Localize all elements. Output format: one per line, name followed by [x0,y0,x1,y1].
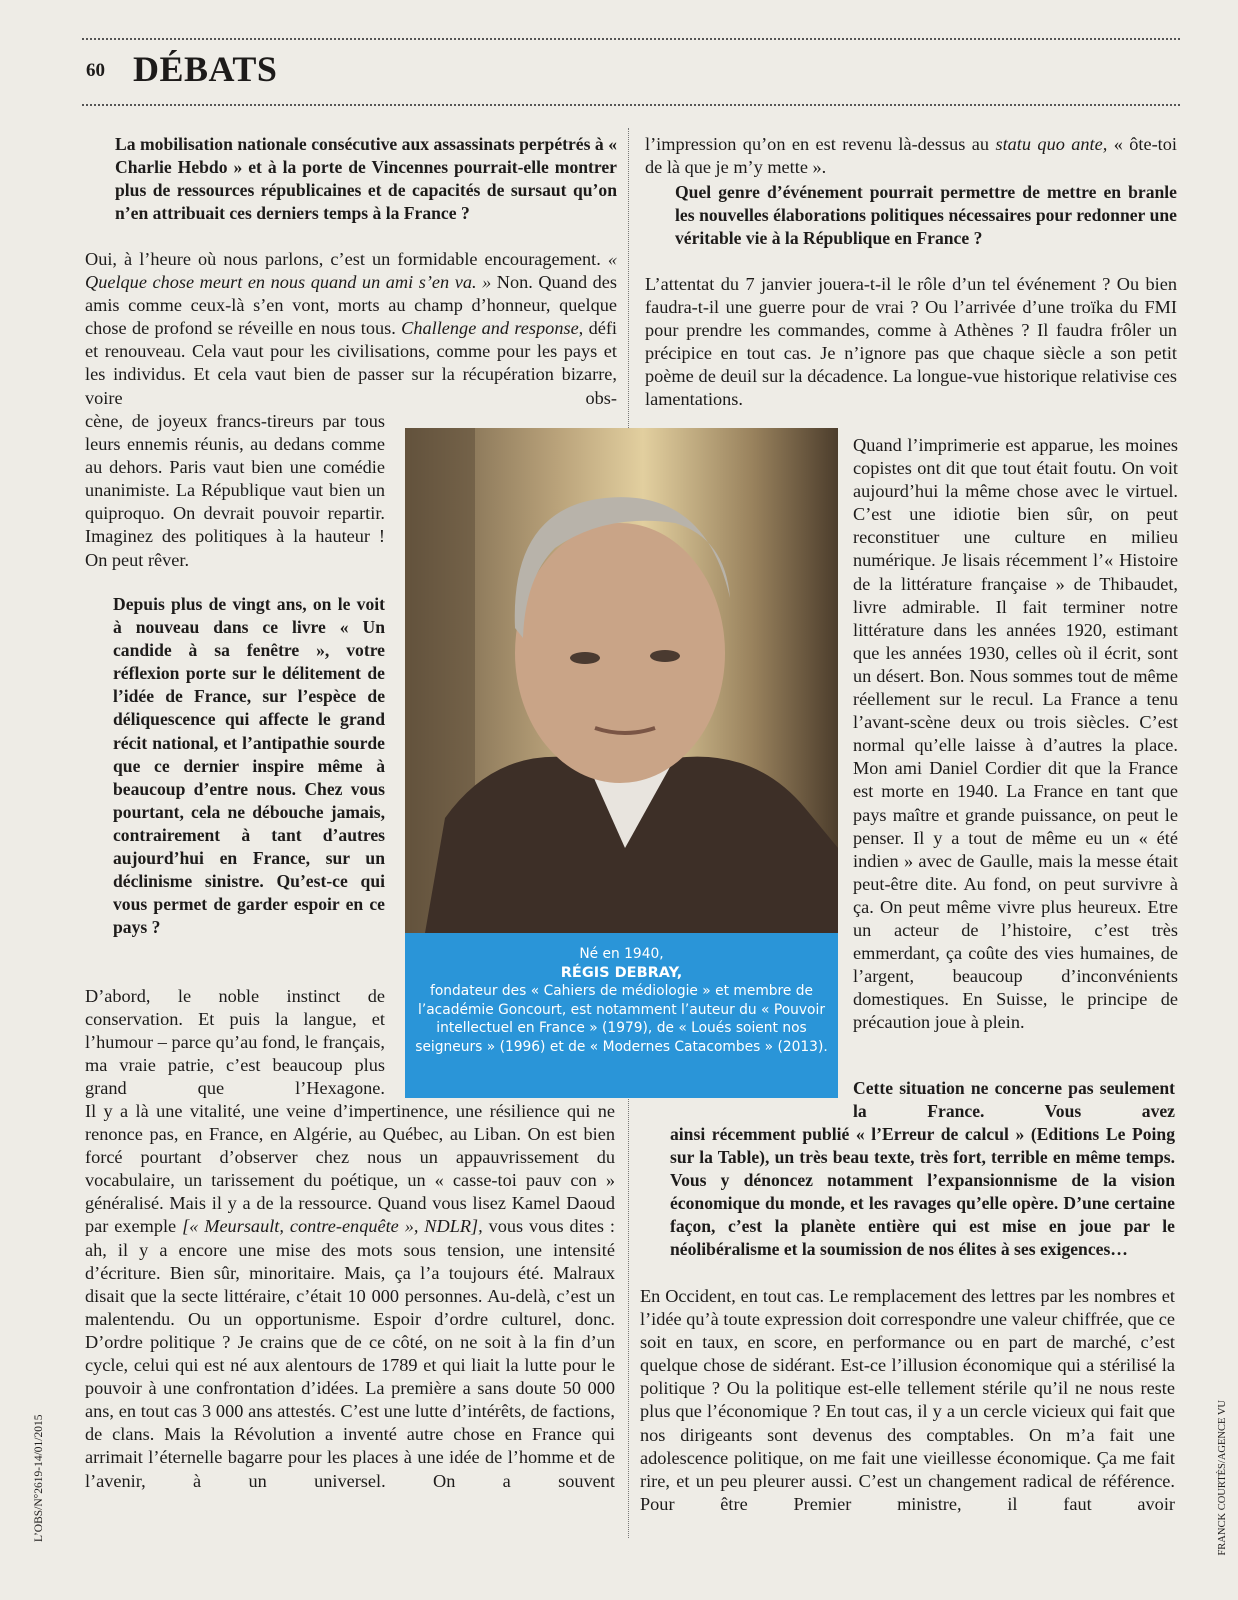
answer-2-part-3 [645,133,1177,179]
photo-caption [405,933,838,1098]
answer-3-part-1: L’attentat du 7 janvier jouera-t-il le rôle d’un tel événement ? Ou bien faudra-t-il une guerre pour de vrai ? Ou l’arrivée d’une troïka du FMI pour prendre les commandes, comme à Athènes ? Il faudra frôler un précipice en tout cas. Je n’ignore pas que chaque siècle a son petit poème de deuil sur la décadence. La longue-vue historique relativise ces lamentations. [645,274,1177,410]
answer-2-part-2 [85,1100,615,1493]
caption-birth: Né en 1940, [579,946,664,962]
latin-phrase: statu quo ante, [995,134,1108,154]
question-3: Quel genre d’événement pourrait permettre de mettre en branle les nouvelles élaborations politiques nécessaires pour redonner une véritable vie à la République en France ? [675,182,1177,249]
caption-name: RÉGIS DEBRAY, [560,964,683,981]
section-title: DÉBATS [133,49,278,89]
header-dotted-rule [82,104,1180,106]
photo-credit: FRANCK COURTÈS/AGENCE VU [1217,1400,1228,1556]
top-dotted-rule [82,38,1180,40]
question-4-part-1: Cette situation ne concerne pas seulement la France. Vous avez [853,1078,1175,1122]
quote: Challenge and response, [401,318,584,339]
page-number: 60 [86,60,105,81]
text: vous vous dites : ah, il y a encore une mise des mots sous tension, une intensité d’écriture. Bien sûr, minoritaire. Mais, ça l’a toujours été. Malraux disait que la secte littéraire, c’était 10 000 personnes. Au-delà, c’est un malentendu. Ou un opportunisme. Espoir d’ordre culturel, donc. D’ordre politique ? Je crains que de ce côté, on ne soit à la fin d’un cycle, celui qui est né aux alentours de 1789 et qui liait la lutte pour le pouvoir à une confrontation d’idées. La première a sans doute 50 000 ans, en tout cas 3 000 ans attestés. C’est une lutte d’intérêts, de factions, de clans. Mais la Révolution a inventé autre chose en France qui arrimait l’éternelle bagarre pour les places à une idée de l’homme et de l’avenir, à un universel. On a souvent [85,1216,615,1491]
question-2: Depuis plus de vingt ans, on le voit à nouveau dans ce livre « Un candide à sa fenêtre », votre réflexion porte sur le délitement de l’idée de France, sur l’espèce de déliquescence qui affecte le grand récit national, et l’antipathie sourde que ce dernier inspire même à beaucoup d’entre nous. Chez vous pourtant, cela ne débouche jamais, contrairement à tant d’autres aujourd’hui en France, sur un déclinisme sinistre. Qu’est-ce qui vous permet de garder espoir en ce pays ? [113,594,385,938]
question-4-part-2: ainsi récemment publié « l’Erreur de calcul » (Editions Le Poing sur la Table), un très beau texte, très fort, terrible en même temps. Vous y dénoncez notamment l’expansionnisme de la vision économique du monde, et les ravages qu’elle opère. D’une certaine façon, c’est la planète entière qui est mise en joue par le néolibéralisme et la soumission de nos élites à ses exigences… [670,1124,1175,1260]
answer-2-part-1: D’abord, le noble instinct de conservation. Et puis la langue, et l’humour – parce qu’au fond, le français, ma vraie patrie, c’est beaucoup plus grand que l’Hexagone. [85,986,385,1099]
text: Oui, à l’heure où nous parlons, c’est un formidable encouragement. [85,249,608,269]
answer-4: En Occident, en tout cas. Le remplacement des lettres par les nombres et l’idée qu’à toute expression doit correspondre une valeur chiffrée, que ce soit en taux, en score, en performance ou en part de marché, c’est quelque chose de sidérant. Est-ce l’illusion économique qui a stérilisé la politique ? Ou la politique est-elle tellement stérile qu’il ne nous reste plus que l’économique ? En tout cas, il y a un cercle vicieux qui fait que nos dirigeants sont devenus des comptables. On m’a fait une adolescence politique, on me fait une vieillesse économique. Ça me fait rire, et un peu pleurer aussi. C’est un changement radical de référence. Pour être Premier ministre, il faut avoir [640,1286,1175,1514]
text: Il y a là une vitalité, une veine d’impertinence, une résilience qui ne renonce pas, en France, en Algérie, au Québec, au Liban. On est bien forcé pourtant d’observer chez nous un appauvrissement du vocabulaire, un tarissement du poétique, un « casse-toi pauv con » généralisé. Mais il y a de la ressource. Quand vous lisez Kamel Daoud par exemple [85,1101,615,1237]
answer-1-part-2: cène, de joyeux francs-tireurs par tous leurs ennemis réunis, au dedans comme au dehors. Paris vaut bien une comédie unanimiste. La République vaut bien un quiproquo. On devrait pouvoir repartir. Imaginez des politiques à la hauteur ! On peut rêver. [85,411,385,570]
text: l’impression qu’on en est revenu là-dessus au [645,134,996,154]
question-1: La mobilisation nationale consécutive aux assassinats perpétrés à « Charlie Hebdo » et à la porte de Vincennes pourrait-elle montrer plus de ressources républicaines et de capacités de sursaut qu’on n’en attribuait ces derniers temps à la France ? [115,134,617,224]
issue-reference: L’OBS/N°2619-14/01/2015 [33,1414,45,1542]
answer-1-part-1 [85,248,617,410]
text: défi et renouveau. Cela vaut pour les civilisations, comme pour les pays et les individus. Et cela vaut bien de passer sur la récupération bizarre, voire obs- [85,318,618,408]
text: Non. Quand des amis comme ceux-là s’en vont, morts au champ d’honneur, quelque chose de profond se réveille en nous tous. [85,272,617,339]
text: « ôte-toi de là que je m’y mette ». [645,134,1177,178]
portrait-illustration [405,428,838,933]
answer-3-part-2: Quand l’imprimerie est apparue, les moines copistes ont dit que tout était foutu. On voit aujourd’hui la même chose avec le virtuel. C’est une idiotie bien sûr, on peut reconstituer une culture en milieu numérique. Je lisais récemment l’« Histoire de la littérature française » de Thibaudet, livre admirable. Il fait terminer notre littérature dans les années 1920, estimant que les années 1930, celles où il écrit, sont un désert. Bon. Nous sommes tout de même réellement sur le recul. La France a tenu l’avant-scène deux ou trois siècles. C’est normal qu’elle laisse à d’autres la place. Mon ami Daniel Cordier dit que la France est morte en 1940. La France en tant que pays maître et grande puissance, on peut le penser. Il y a tout de même eu un « été indien » avec de Gaulle, mais la messe était peut-être dite. Au fond, on peut survivre à ça. On peut même vivre plus heureux. Etre un acteur de l’histoire, c’est très emmerdant, ça coûte des vies humaines, de l’argent, beaucoup d’inconvénients domestiques. En Suisse, le principe de précaution joue à plein. [853,435,1178,1033]
caption-text: fondateur des « Cahiers de médiologie » et membre de l’académie Goncourt, est notamment l’auteur du « Pouvoir intellectuel en France » (1979), de « Loués soient nos seigneurs » (1996) et de « Modernes Catacombes » (2013). [415,983,828,1055]
portrait-photo [405,428,838,933]
quote: « Quelque chose meurt en nous quand un ami s’en va. » [85,249,617,293]
editor-note: [« Meursault, contre-enquête », NDLR], [182,1216,483,1237]
